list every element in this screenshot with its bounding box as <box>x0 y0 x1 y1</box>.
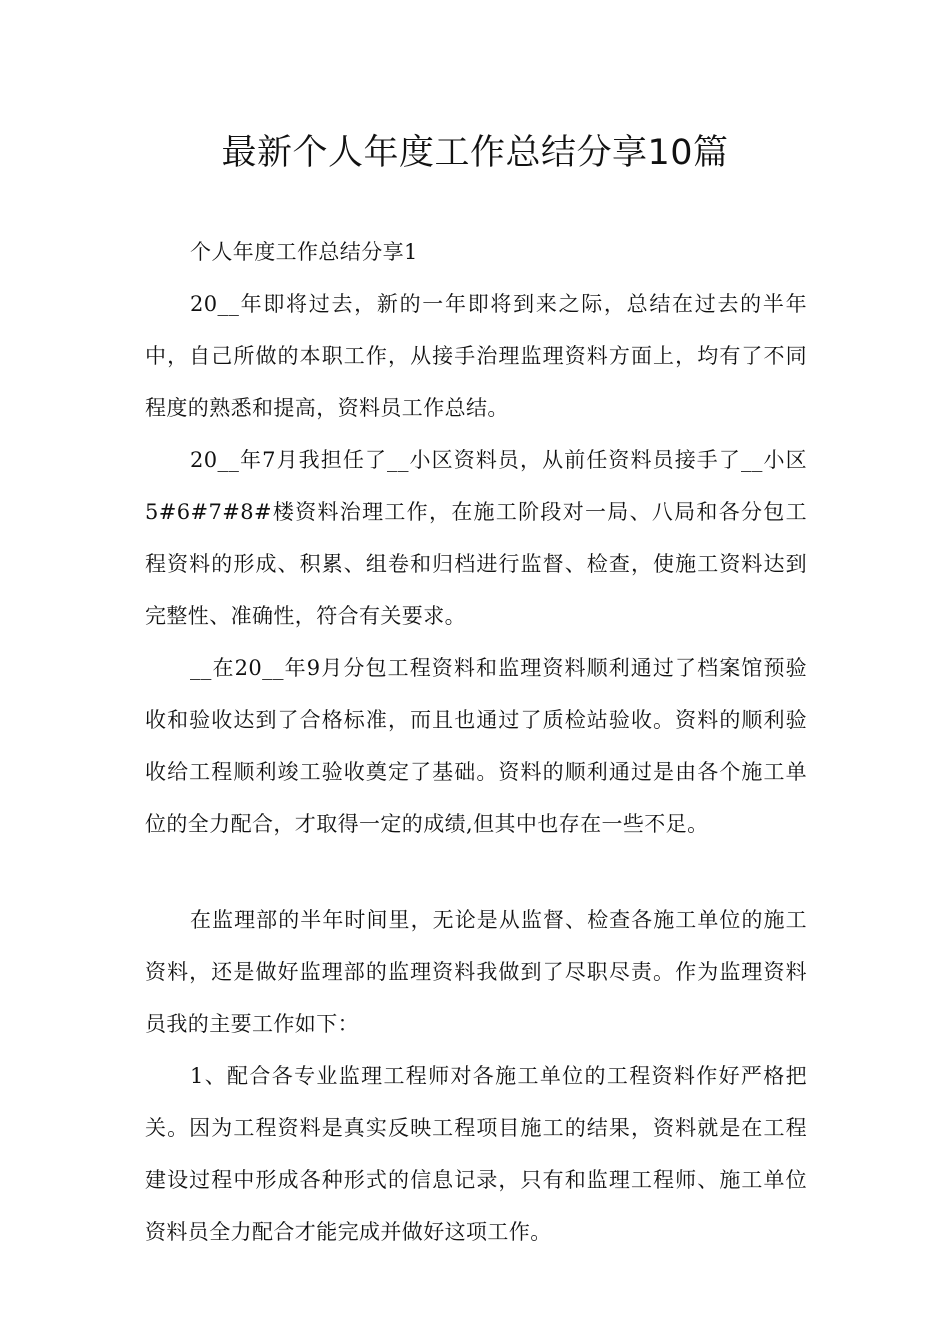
paragraph-5: 1、配合各专业监理工程师对各施工单位的工程资料作好严格把关。因为工程资料是真实反映工程项目施工的结果，资料就是在工程建设过程中形成各种形式的信息记录，只有和监理工程师、施工单位资料员全力配合才能完成并做好这项工作。 <box>145 1064 807 1244</box>
paragraph-1: 20__年即将过去，新的一年即将到来之际，总结在过去的半年中，自己所做的本职工作，从接手治理监理资料方面上，均有了不同程度的熟悉和提高，资料员工作总结。 <box>145 292 807 420</box>
paragraph-3: __在20__年9月分包工程资料和监理资料顺利通过了档案馆预验收和验收达到了合格标准，而且也通过了质检站验收。资料的顺利验收给工程顺利竣工验收奠定了基础。资料的顺利通过是由各个施工单位的全力配合，才取得一定的成绩,但其中也存在一些不足。 <box>145 656 807 836</box>
document-body <box>145 226 807 1258</box>
document-title: 最新个人年度工作总结分享10篇 <box>221 133 729 173</box>
section-heading: 个人年度工作总结分享1 <box>190 240 418 264</box>
paragraph-spacer <box>145 850 807 894</box>
paragraph-4: 在监理部的半年时间里，无论是从监督、检查各施工单位的施工资料，还是做好监理部的监理资料我做到了尽职尽责。作为监理资料员我的主要工作如下： <box>145 908 807 1036</box>
paragraph-2: 20__年7月我担任了__小区资料员，从前任资料员接手了__小区5#6#7#8#楼资料治理工作，在施工阶段对一局、八局和各分包工程资料的形成、积累、组卷和归档进行监督、检查，使施工资料达到完整性、准确性，符合有关要求。 <box>145 448 807 628</box>
